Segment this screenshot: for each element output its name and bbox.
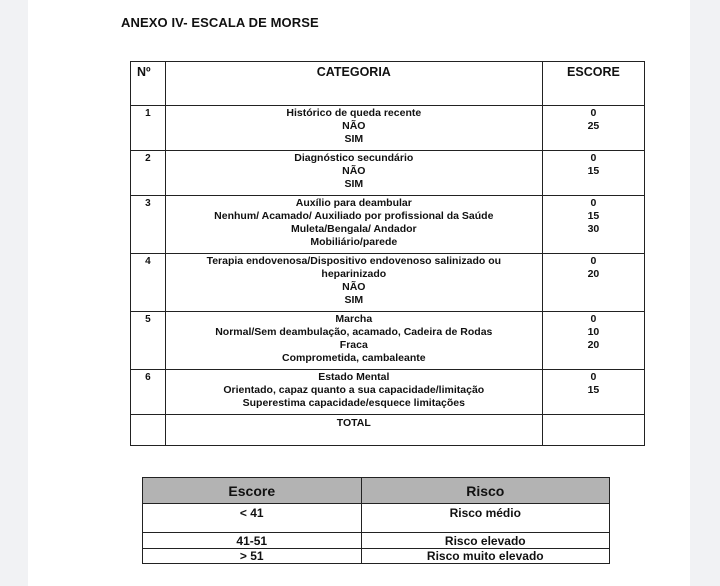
score-line: 0: [590, 255, 597, 267]
category-line: Nenhum/ Acamado/ Auxiliado por profissional da Saúde: [214, 210, 494, 222]
morse-header-row: [131, 62, 645, 106]
row-number: 5: [131, 312, 166, 370]
category-line: Histórico de queda recente: [286, 107, 422, 119]
risk-level-cell: Risco muito elevado: [361, 549, 609, 564]
category-cell: [165, 370, 542, 415]
table-row: [131, 312, 645, 370]
header-score: ESCORE: [542, 62, 644, 106]
category-line: Normal/Sem deambulação, acamado, Cadeira de Rodas: [215, 326, 493, 338]
row-number: 3: [131, 196, 166, 254]
table-row: [131, 370, 645, 415]
category-cell: [165, 196, 542, 254]
risk-table: [142, 477, 610, 564]
risk-level-cell: Risco médio: [361, 504, 609, 533]
score-cell: [542, 106, 644, 151]
category-cell: [165, 151, 542, 196]
category-line: Muleta/Bengala/ Andador: [290, 223, 417, 235]
row-number: 2: [131, 151, 166, 196]
score-line: 0: [590, 371, 597, 383]
row-number: 1: [131, 106, 166, 151]
score-line: 15: [587, 384, 600, 396]
morse-scale-table: [130, 61, 645, 446]
score-line: 20: [587, 339, 600, 351]
row-number: 6: [131, 370, 166, 415]
table-row: [131, 151, 645, 196]
category-line: Fraca: [339, 339, 368, 351]
risk-score-cell: < 41: [143, 504, 362, 533]
category-line: Auxílio para deambular: [295, 197, 412, 209]
score-cell: [542, 312, 644, 370]
score-line: 0: [590, 197, 597, 209]
risk-level-cell: Risco elevado: [361, 533, 609, 549]
score-line: 15: [587, 210, 600, 222]
risk-row: [143, 533, 610, 549]
risk-row: [143, 549, 610, 564]
score-cell: [542, 196, 644, 254]
total-row: [131, 415, 645, 446]
header-category: CATEGORIA: [165, 62, 542, 106]
category-line: Mobiliário/parede: [310, 236, 398, 248]
category-line: Orientado, capaz quanto a sua capacidade/limitação: [223, 384, 485, 396]
score-cell: [542, 151, 644, 196]
risk-header-risk: Risco: [361, 478, 609, 504]
category-cell: [165, 254, 542, 312]
score-line: 25: [587, 120, 600, 132]
total-num-cell: [131, 415, 166, 446]
category-line: Marcha: [335, 313, 373, 325]
risk-row: [143, 504, 610, 533]
total-score-cell: [542, 415, 644, 446]
score-line: 30: [587, 223, 600, 235]
score-line: 0: [590, 107, 597, 119]
table-row: [131, 106, 645, 151]
table-row: [131, 196, 645, 254]
category-line: Diagnóstico secundário: [294, 152, 414, 164]
score-line: 10: [587, 326, 600, 338]
category-cell: [165, 106, 542, 151]
score-line: 15: [587, 165, 600, 177]
score-line: 0: [590, 313, 597, 325]
category-cell: [165, 312, 542, 370]
category-line: NÃO: [342, 120, 366, 132]
table-row: [131, 254, 645, 312]
category-line: heparinizado: [321, 268, 387, 280]
risk-score-cell: 41-51: [143, 533, 362, 549]
score-line: 0: [590, 152, 597, 164]
category-line: SIM: [344, 178, 364, 190]
category-line: Terapia endovenosa/Dispositivo endovenoso salinizado ou: [206, 255, 502, 267]
risk-header-row: [143, 478, 610, 504]
score-line: 20: [587, 268, 600, 280]
header-num: Nº: [131, 62, 166, 106]
category-line: Comprometida, cambaleante: [282, 352, 426, 364]
row-number: 4: [131, 254, 166, 312]
left-margin: [0, 0, 28, 586]
risk-score-cell: > 51: [143, 549, 362, 564]
category-line: NÃO: [342, 281, 366, 293]
category-line: NÃO: [342, 165, 366, 177]
score-cell: [542, 370, 644, 415]
category-line: Superestima capacidade/esquece limitações: [242, 397, 465, 409]
category-line: SIM: [344, 133, 364, 145]
total-label: TOTAL: [165, 415, 542, 446]
document-title: ANEXO IV- ESCALA DE MORSE: [121, 15, 319, 30]
category-line: SIM: [344, 294, 364, 306]
right-margin: [690, 0, 720, 586]
score-cell: [542, 254, 644, 312]
risk-header-score: Escore: [143, 478, 362, 504]
category-line: Estado Mental: [318, 371, 390, 383]
